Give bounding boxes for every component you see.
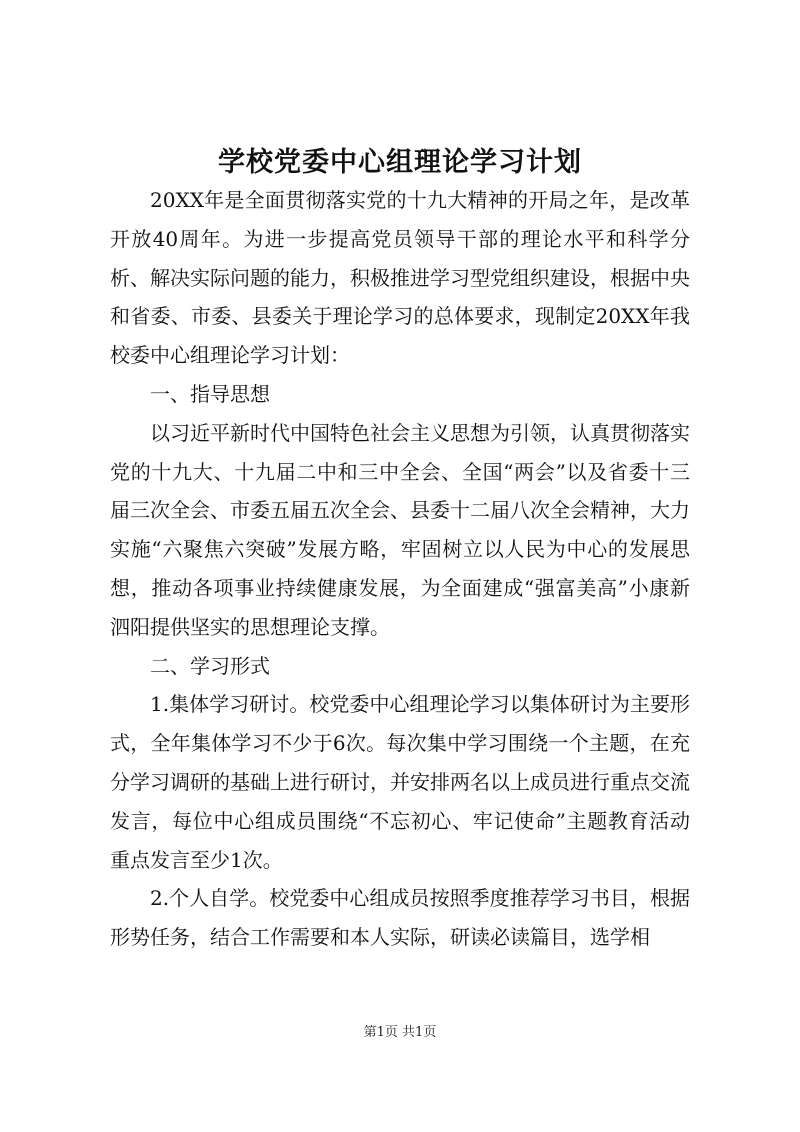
- document-body: [110, 181, 690, 957]
- page-footer: 第1页 共1页: [363, 1025, 437, 1040]
- guiding-ideology-paragraph: 以习近平新时代中国特色社会主义思想为引领，认真贯彻落实党的十九大、十九届二中和三中全会、全国“两会”以及省委十三届三次全会、市委五届五次全会、县委十二届八次全会精神，大力实施“六聚焦六突破”发展方略，牢固树立以人民为中心的发展思想，推动各项事业持续健康发展，为全面建成“强富美高”小康新泗阳提供坚实的思想理论支撑。: [110, 420, 690, 639]
- self-study-paragraph: 2.个人自学。校党委中心组成员按照季度推荐学习书目，根据形势任务，结合工作需要和本人实际，研读必读篇目，选学相: [110, 886, 690, 950]
- section-heading-guiding-ideology: 一、指导思想: [150, 381, 270, 406]
- group-study-paragraph: 1.集体学习研讨。校党委中心组理论学习以集体研讨为主要形式，全年集体学习不少于6次。每次集中学习围绕一个主题，在充分学习调研的基础上进行研讨，并安排两名以上成员进行重点交流发言，每位中心组成员围绕“不忘初心、牢记使命”主题教育活动重点发言至少1次。: [110, 692, 690, 872]
- intro-paragraph: 20XX年是全面贯彻落实党的十九大精神的开局之年，是改革开放40周年。为进一步提高党员领导干部的理论水平和科学分析、解决实际问题的能力，积极推进学习型党组织建设，根据中央和省委、市委、县委关于理论学习的总体要求，现制定20XX年我校委中心组理论学习计划：: [110, 188, 690, 368]
- section-heading-study-form: 二、学习形式: [150, 653, 270, 678]
- document-title: 学校党委中心组理论学习计划: [218, 147, 582, 178]
